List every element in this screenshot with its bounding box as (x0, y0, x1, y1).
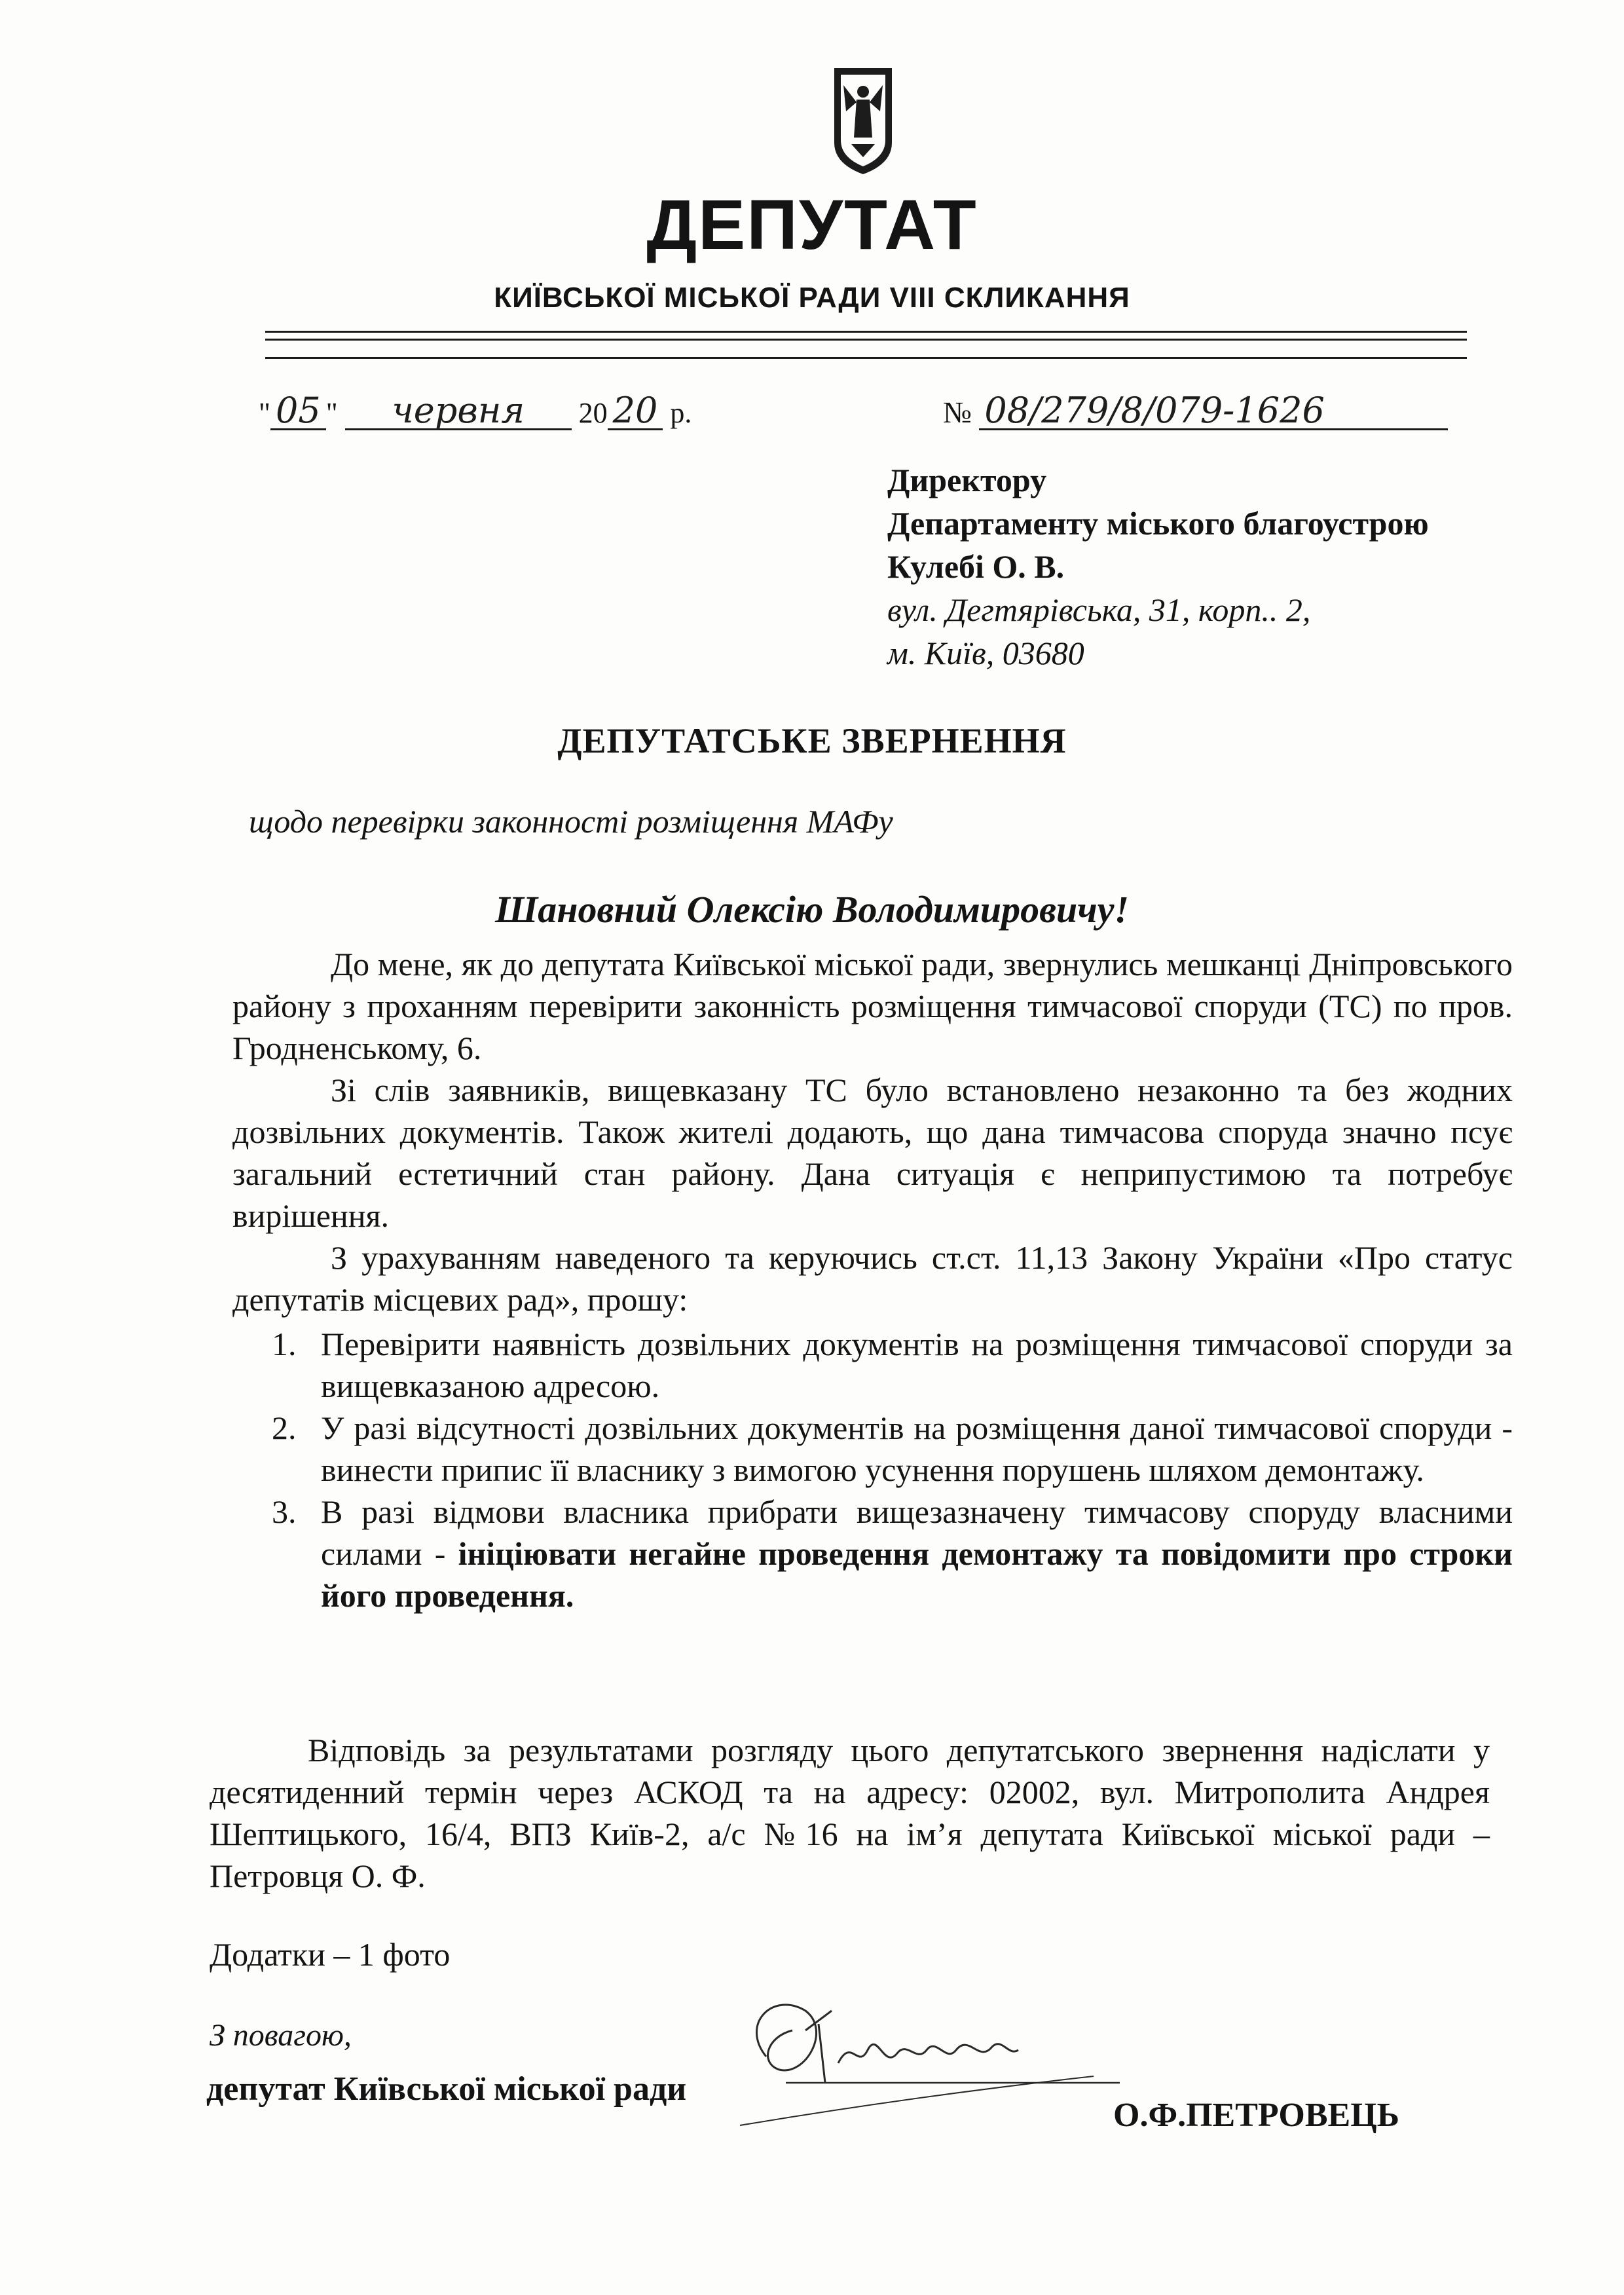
document-subject: щодо перевірки законності розміщення МАФу (249, 803, 893, 840)
addressee-position: Директору (887, 462, 1047, 498)
list-item-number: 2. (272, 1409, 297, 1446)
attachments: Додатки – 1 фото (210, 1936, 451, 1973)
list-item (232, 1491, 1513, 1616)
header-rule-3 (265, 357, 1467, 359)
list-item-text: У разі відсутності дозвільних документів на розміщення даної тимчасової споруди - винести припис її власнику з вимогою усунення порушень шляхом демонтажу. (321, 1409, 1513, 1488)
list-item (232, 1407, 1513, 1491)
list-item-text: В разі відмови власника прибрати вищезазначену тимчасову споруду власними силами - (321, 1493, 1513, 1572)
list-item-emphasis: ініціювати негайне проведення демонтажу та повідомити про строки його проведення. (321, 1535, 1513, 1614)
closing-paragraph (210, 1729, 1490, 1897)
number-prefix: № (943, 396, 972, 429)
addressee-name: Кулебі О. В. (887, 548, 1065, 585)
header-subtitle: КИЇВСЬКОЇ МІСЬКОЇ РАДИ VIII СКЛИКАННЯ (494, 282, 1130, 314)
body-paragraphs (232, 943, 1513, 1320)
greeting: Шановний Олексію Володимировичу! (494, 888, 1130, 931)
number-line (943, 390, 1448, 431)
list-item-number: 3. (272, 1493, 297, 1530)
paragraph-3: З урахуванням наведеного та керуючись ст.ст. 11,13 Закону України «Про статус депутатів місцевих рад», прошу: (232, 1239, 1513, 1318)
kyiv-emblem-icon (832, 65, 895, 177)
header-title: ДЕПУТАТ (646, 185, 978, 264)
header-rule-2 (265, 339, 1467, 341)
paragraph-2: Зі слів заявників, вищевказану ТС було встановлено незаконно та без жодних дозвільних документів. Також жителі додають, що дана тимчасова споруда значно псує загальний естетичний стан району. Дана ситуація є неприпустимою та потребує вирішення. (232, 1072, 1513, 1234)
date-year-prefix: 20 (578, 397, 608, 429)
date-suffix: р. (670, 397, 692, 429)
document-number: 08/279/8/079-1626 (979, 393, 1448, 430)
addressee-city: м. Київ, 03680 (887, 635, 1084, 671)
addressee-department: Департаменту міського благоустрою (887, 505, 1429, 542)
request-list (232, 1323, 1513, 1616)
list-item (232, 1323, 1513, 1407)
date-line: " 05 " червня 20 20 р. (259, 390, 692, 431)
list-item-number: 1. (272, 1326, 297, 1362)
signature-image (727, 1985, 1133, 2135)
date-month: червня (345, 393, 572, 430)
paragraph-1: До мене, як до депутата Київської міської ради, звернулись мешканці Дніпровського району з проханням перевірити законність розміщення тимчасової споруди (ТС) по пров. Гродненському, 6. (232, 946, 1513, 1066)
closing-text: Відповідь за результатами розгляду цього депутатського звернення надіслати у десятиденний термін через АСКОД та на адресу: 02002, вул. Митрополита Андрея Шептицького, 16/4, ВПЗ Київ-2, а/с №16 на ім’я депутата Київської міської ради – Петровця О. Ф. (210, 1732, 1490, 1894)
signer-role: депутат Київської міської ради (206, 2070, 687, 2108)
addressee-block (887, 458, 1429, 675)
signer-name: О.Ф.ПЕТРОВЕЦЬ (1113, 2097, 1400, 2134)
document-title: ДЕПУТАТСЬКЕ ЗВЕРНЕННЯ (557, 721, 1067, 760)
addressee-street: вул. Дегтярівська, 31, корп.. 2, (887, 591, 1311, 628)
list-item-text: Перевірити наявність дозвільних документів на розміщення тимчасової споруди за вищевказаною адресою. (321, 1326, 1513, 1404)
header-rule-1 (265, 331, 1467, 333)
regards: З повагою, (210, 2018, 352, 2053)
date-day: 05 (270, 393, 326, 430)
date-year-suffix: 20 (608, 393, 663, 430)
